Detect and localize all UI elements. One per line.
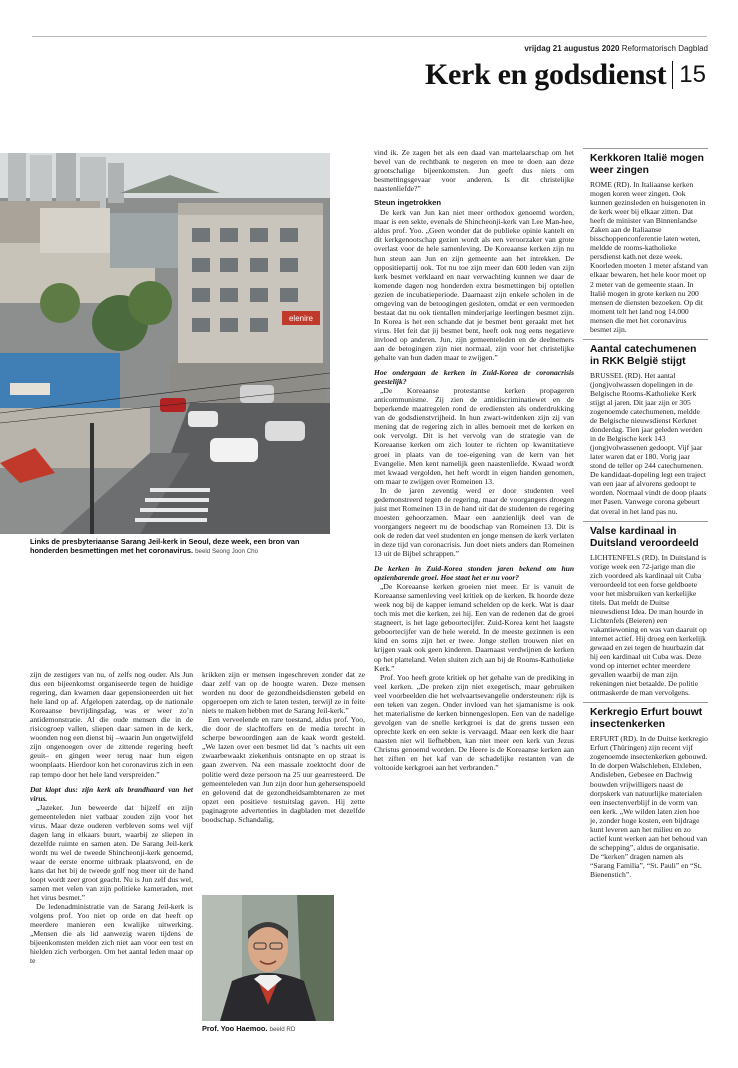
page-number: 15 xyxy=(679,61,706,88)
masthead-divider xyxy=(672,61,673,89)
portrait-photo xyxy=(202,895,334,1021)
paragraph: „Jazeker. Jun beweerde dat hijzelf en zijn gemeenteleden niet vatbaar zouden zijn voor het virus. Maar deze ouderen verbleven soms wel vijf dagen lang in elkaars buurt, waarbij ze sliepen in dezelfde ruimte en samen aten. De Sarang Jeil-kerk wordt nu wel de tweede Shincheonji-kerk genoemd, waar de eerste enorme uitbraak plaatsvond, en de kans dat het bij de tweede golf nog meer uit de hand loopt wordt zeer groot geacht. Nu is Jun zelf dus wel, samen met velen van zijn politieke kameraden, met het virus besmet.” xyxy=(30,802,193,903)
paragraph: Een verveelende en rare toestand, aldus prof. Yoo, die door de slachtoffers en de media terecht in scherpe bewoordingen aan de kaak wordt gesteld. „We lazen over een besmet lid dat ’s nachts uit een zwaarbewaakt ziekenhuis ontsnapte en op straat is gaan zwerven. Na een massale zoektocht door de politie werd deze persoon na 25 uur gearresteerd. De gemeenteleden van Jun zijn door hun gehersenspoeld en gelovend dat de gezondheidsambtenaren ze met opzet een positieve testuitslag gaven. Hij zette paginagrote advertenties in dagbladen met dezelfde boodschap. Schandalig, xyxy=(202,715,365,824)
brief-title: Valse kardinaal in Duitsland veroordeeld xyxy=(590,525,699,549)
caption-text: Links de presbyteriaanse Sarang Jeil-kerk in Seoul, deze week, een bron van honderden besmettingen met het coronavirus. xyxy=(30,537,300,555)
photo-credit: beeld Seong Joon Cho xyxy=(195,548,259,555)
article-column-1 xyxy=(30,670,193,966)
brief-text: LICHTENFELS (RD). In Duitsland is vorige week een 72-jarige man die zich voordeed als kardinaal uit Cuba veroordeeld tot een forse geldboete voor het misbruiken van kerkelijke titels. Dat meldt de Duitse nieuwsdienst Idea. De man hourde in Lichtenfels (Beieren) een vakantiewoning en was van daaruit op internet actief. Hij droeg een kerkelijk gewaad en zei tegen de huurbazin dat hij een kardinaal uit Cuba was. Deze vond op internet echter meerdere gevallen waarbij de man zijn rekeningen niet betaalde. De politie ontmaskerde de man vervolgens. xyxy=(590,552,707,698)
news-brief xyxy=(583,521,708,703)
portrait-illustration xyxy=(202,895,334,1021)
street-scene-illustration xyxy=(0,153,330,534)
paragraph: De kerk van Jun kan niet meer orthodox genoemd worden, maar is een sekte, evenals de Shincheonji-kerk van Lee Man-hee, aldus prof. Yoo. „Geen wonder dat de publieke opinie kantelt en dit kerkgenootschap gezien wordt als een veroorzaker van grote overlast voor de hele samenleving. De Koreaanse kerken zijn nu hun steun aan Jun en zijn gemeente aan het intrekken. De oppositiepartij ook. Tot nu toe zijn meer dan 600 leden van zijn kerk besmet verklaard en naar verwachting kunnen we daar de komende dagen nog honderden extra besmettingen bij optellen gezien de incubatieperiode. Daarnaast zijn enkele scholen in de omgeving van de betoogingen gesloten, omdat er een vermoeden bestaat dat nu ook tientallen minderjarige leerlingen besmet zijn. In Korea is het een schande dat je besmet bent geraakt met het virus. Het feit dat jij besmet bent, heeft ook nog eens negatieve invloed op anderen. Jun, zijn gemeenteleden en de deelnemers aan de betogingen zijn niet normaal, zijn voor het christelijke gehalte van hun daden maar te zwijgen.” xyxy=(374,208,574,363)
paragraph: „De Koreaanse protestantse kerken propageren anticommunisme. Zij zien de antidiscriminatiewet en de beperkende maatregelen rond de erediensten als onderdrukking van de godsdienstvrijheid. In hun zwart-witdenken zijn zij van mening dat de regering zich in alles bemoeit met de kerken en ook vervolgt. Dit is het vervolg van de strategie van de Koreaanse kerken om zich louter te richten op kwantitatieve groei in plaats van de toe-eigening van de kern van het Evangelie. Men kent namelijk geen naastenliefde. Kwaad wordt met kwaad vergolden, het heft wordt in eigen handen genomen, om maar te zwijgen over Romeinen 13. xyxy=(374,386,574,486)
shop-sign: elenire xyxy=(288,314,314,323)
paragraph: Prof. Yoo heeft grote kritiek op het gehalte van de prediking in veel kerken. „De preken zijn niet exegetisch, maar gebruiken veel voorbeelden die het welvaartsevangelie ondersteunen: rijk is een teken van zegen. Onder invloed van het sjamanisme is ook het materialisme de kerken binnengeslopen. Een van de nadelige gevolgen van de snelle kerkgroei is dat de grens tussen een oprechte kerk en een sekte is vervaagd. Maar een kerk die haar naasten niet wil liefhebben, kan niet meer een kerk van Jezus Christus genoemd worden. De Heere is de Koreaanse kerken aan het ziften en het kaf van de schadelijke restanten van de voltooide kerkgroei aan het verbranden.” xyxy=(374,672,574,773)
dateline xyxy=(524,44,708,53)
paragraph: De ledenadministratie van de Sarang Jeil-kerk is volgens prof. Yoo niet op orde en dat heeft op meerdere manieren een kwalijke uitwerking. „Mensen die als lid aanwezig waren tijdens de bijeenkomsten melden zich niet aan voor een test en hielden zich verborgen. Om het aantal leden maar op te xyxy=(30,902,193,966)
portrait-caption xyxy=(202,1024,342,1034)
main-photo xyxy=(0,153,330,534)
article-column-2 xyxy=(202,670,365,824)
header-rule xyxy=(32,36,707,37)
article-column-3 xyxy=(374,148,574,772)
paragraph: zijn de zestigers van nu, of zelfs nog ouder. Als Jun dus een bijeenkomst organiseerde tegen de huidige regering, dan kwamen daar gepensioneerden uit het hele land op af. Afgelopen zaterdag, op de nationale Koreaanse bevrijdingsdag, was er weer zo’n antidemonstratie. Al die oude mensen die in de risicogroep vallen, sliepen daar samen in de kerk, woonden nog een dienst bij –waarin Jun ongetwijfeld zijn ongenoegen over de zittende regering heeft geuit– en gingen weer terug naar hun eigen woonplaats. Hierdoor kon het coronavirus zich in een rap tempo door het hele land verspreiden.” xyxy=(30,670,193,779)
paragraph: vind ik. Ze zagen het als een daad van martelaarschap om het bevel van de rechtbank te negeren en mee te doen aan deze grootschalige bijeenkomsten. Jun geeft dus niets om besmettingsgevaar voor anderen. Is dit christelijke naastenliefde?” xyxy=(374,148,574,194)
main-photo-caption xyxy=(30,537,330,556)
interview-question: Dat klopt dus: zijn kerk als brandhaard van het virus. xyxy=(30,784,193,803)
portrait-credit: beeld RD xyxy=(269,1026,296,1033)
news-brief xyxy=(583,702,708,884)
news-brief xyxy=(583,148,708,339)
section-masthead xyxy=(425,58,706,92)
news-sidebar xyxy=(583,148,708,1053)
brief-text: ERFURT (RD). In de Duitse kerkregio Erfurt (Thüringen) zijn recent vijf zogenoemde insectenkerken gebouwd. In de dorpen Walschleben, Elxleben, Andisleben, Gebesee en Dachwig bouwden vrijwilligers naast de dorpskerk van natuurlijke materialen een insectenverblijf in de vorm van een kerk. „We wilden laten zien hoe je, zonder hoge kosten, een bijdrage kunt leveren aan het milieu en zo actief kunt werken aan het behoud van de schepping”, aldus de organisatie. De “kerken” dragen namen als “Sarang Familia”, “St. Pauli” en “St. Bienenstich”. xyxy=(590,734,708,879)
section-title: Kerk en godsdienst xyxy=(425,58,667,91)
portrait-caption-text: Prof. Yoo Haemoo. xyxy=(202,1024,268,1033)
subheading: Steun ingetrokken xyxy=(374,198,442,208)
interview-question: Hoe ondergaan de kerken in Zuid-Korea de coronacrisis geestelijk? xyxy=(374,368,574,387)
issue-date: vrijdag 21 augustus 2020 xyxy=(524,44,620,53)
paragraph: „De Koreaanse kerken groeien niet meer. Er is vanuit de Koreaanse samenleving veel kritiek op de kerken. Ik hoorde deze week nog bij de kapper iemand schelden op de kerk. Wat is daar toch mis met die kerken, zei hij. Een van de redenen dat de groei stagneert, is het lage geboortecijfer. Zuid-Korea kent het laagste geboortecijfer van de hele wereld. In de meeste gezinnen is een kind en soms zijn het er twee. Jonge stellen trouwen niet en krijgen vaak ook geen kinderen. Daarnaast verdwijnen de kerken op het platteland. Velen sluiten zich aan bij de Rooms-Katholieke Kerk.” xyxy=(374,582,574,673)
interview-question: De kerken in Zuid-Korea stonden jaren bekend om hun opzienbarende groei. Hoe staat het er nu voor? xyxy=(374,564,574,583)
brief-title: Kerkkoren Italië mogen weer zingen xyxy=(590,153,704,176)
paragraph: In de jaren zeventig werd er door studenten veel gedemonstreerd tegen de regering, maar de voorgangers droegen juist met Romeinen 13 in de hand uit dat de studenten de regering moesten gehoorzamen. Maar een aanzienlijk deel van de voorgangers negeert nu de boodschap van Romeinen 13. Dit is ook de reden dat veel studenten en jonge mensen de kerk verlaten in deze tijd van coronacrisis. Jun doet niets anders dan Romeinen 13 uit de Bijbel schrappen.” xyxy=(374,485,574,559)
paper-name: Reformatorisch Dagblad xyxy=(621,44,708,53)
brief-text: BRUSSEL (RD). Het aantal (jong)volwassen dopelingen in de Belgische Rooms-Katholieke Kerk stijgt al jaren. Dit jaar zijn er 305 zogenoemde catechumenen, meldde de Belgische nieuwsdienst Kerknet donderdag. Tien jaar geleden werden in de Belgische kerk 143 (jong)volwassenen gedoopt. Vijf jaar later waren dat er 180. Vorig jaar stond de teller op 244 catechumenen. De kandidaat-dopeling legt een traject van een jaar af alvorens gedoopt te worden. Normaal vindt de doop plaats met Pasen. Vanwege corona gebeurt dat overal in het land pas nu. xyxy=(590,370,707,516)
news-brief xyxy=(583,339,708,521)
brief-title: Kerkregio Erfurt bouwt insectenkerken xyxy=(590,707,703,731)
brief-text: ROME (RD). In Italiaanse kerken mogen koren weer zingen. Ook kunnen gezinsleden en huisgenoten in de kerk weer bij elkaar zitten. Dat heeft de minister van Binnenlandse Zaken aan de Italiaanse bisschoppenconferentie laten weten, meldde de rooms-katholieke persdienst kath.net deze week. Koorleden moeten 1 meter afstand van elkaar bewaren, het hele koor moet op 2 meter van de gemeente staan. In Italië mogen in grote kerken nu 200 mensen de diensten bezoeken. Op dit moment telt het land nog 14.000 mensen die met het coronavirus besmet zijn. xyxy=(590,180,708,334)
brief-title: Aantal catechumenen in RKK België stijgt xyxy=(590,343,697,367)
paragraph: krikken zijn er mensen ingeschreven zonder dat ze daar zelf van op de hoogte waren. Deze mensen worden nu door de gezondheidsdiensten gebeld en opgeroepen om zich te laten testen, terwijl ze in feite niets te maken hebben met de Sarang Jeil-kerk.” xyxy=(202,670,365,716)
